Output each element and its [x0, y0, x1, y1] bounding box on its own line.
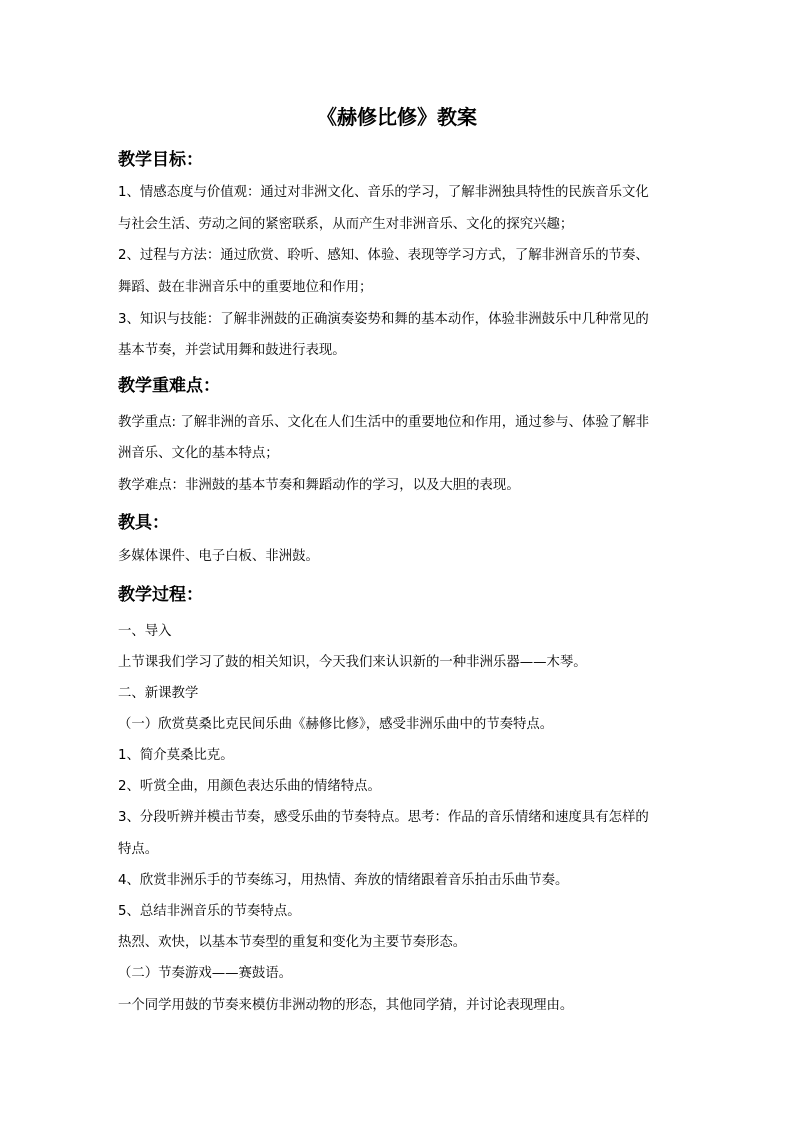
- paragraph-line: 教学重点: 了解非洲的音乐、文化在人们生活中的重要地位和作用，通过参与、体验了解非: [118, 415, 649, 430]
- paragraph-line: 3、知识与技能：了解非洲鼓的正确演奏姿势和舞的基本动作，体验非洲鼓乐中几种常见的: [118, 312, 649, 327]
- document-title: 《赫修比修》教案: [317, 105, 477, 129]
- paragraph-line: 2、听赏全曲，用颜色表达乐曲的情绪特点。: [118, 779, 381, 794]
- paragraph-line: （一）欣赏莫桑比克民间乐曲《赫修比修》，感受非洲乐曲中的节奏特点。: [118, 717, 554, 732]
- paragraph-line: 二、新课教学: [118, 686, 199, 701]
- paragraph-line: 教学难点：非洲鼓的基本节奏和舞蹈动作的学习，以及大胆的表现。: [118, 478, 520, 493]
- paragraph-line: 一个同学用鼓的节奏来模仿非洲动物的形态，其他同学猜，并讨论表现理由。: [118, 998, 574, 1013]
- paragraph-line: 3、分段听辨并模击节奏，感受乐曲的节奏特点。思考：作品的音乐情绪和速度具有怎样的: [118, 810, 649, 825]
- section-heading-process: 教学过程：: [118, 585, 203, 605]
- paragraph-line: （二）节奏游戏——赛鼓语。: [118, 966, 293, 981]
- paragraph-line: 4、欣赏非洲乐手的节奏练习，用热情、奔放的情绪跟着音乐拍击乐曲节奏。: [118, 873, 569, 888]
- paragraph-line: 2、过程与方法：通过欣赏、聆听、感知、体验、表现等学习方式，了解非洲音乐的节奏、: [118, 248, 649, 263]
- paragraph-line: 5、总结非洲音乐的节奏特点。: [118, 904, 301, 919]
- paragraph-line: 特点。: [118, 842, 159, 857]
- paragraph-line: 与社会生活、劳动之间的紧密联系，从而产生对非洲音乐、文化的探究兴趣；: [118, 217, 574, 232]
- paragraph-line: 一、导入: [118, 624, 172, 639]
- paragraph-line: 舞蹈、鼓在非洲音乐中的重要地位和作用；: [118, 280, 373, 295]
- paragraph-line: 热烈、欢快，以基本节奏型的重复和变化为主要节奏形态。: [118, 935, 467, 950]
- paragraph-line: 1、简介莫桑比克。: [118, 748, 234, 763]
- section-heading-materials: 教具：: [118, 513, 169, 533]
- paragraph-line: 多媒体课件、电子白板、非洲鼓。: [118, 549, 319, 564]
- paragraph-line: 1、情感态度与价值观：通过对非洲文化、音乐的学习，了解非洲独具特性的民族音乐文化: [118, 185, 649, 200]
- section-heading-key-points: 教学重难点：: [118, 376, 220, 396]
- section-heading-objectives: 教学目标：: [118, 150, 203, 170]
- paragraph-line: 洲音乐、文化的基本特点；: [118, 446, 279, 461]
- paragraph-line: 上节课我们学习了鼓的相关知识，今天我们来认识新的一种非洲乐器——木琴。: [118, 655, 587, 670]
- paragraph-line: 基本节奏，并尝试用舞和鼓进行表现。: [118, 343, 346, 358]
